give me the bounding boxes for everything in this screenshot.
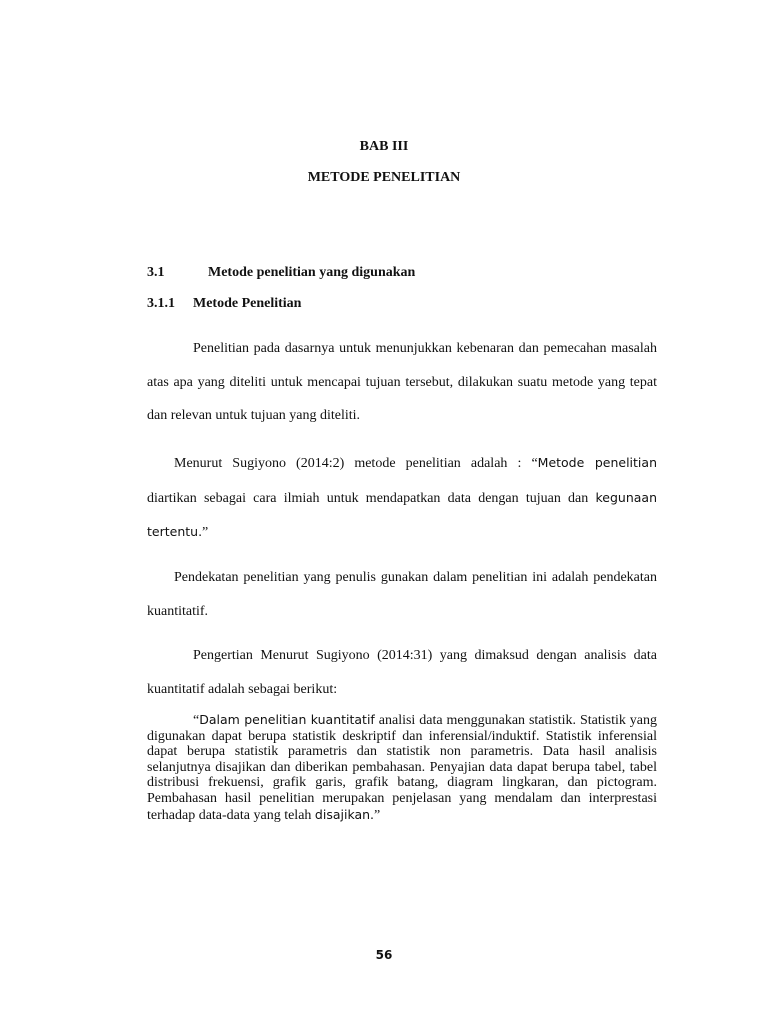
- block-quote-close: ”: [374, 807, 381, 823]
- paragraph-1: Penelitian pada dasarnya untuk menunjukkan kebenaran dan pemecahan masalah atas apa yang diteliti untuk mencapai tujuan tersebut, dilakukan suatu metode yang tepat dan relevan untuk tujuan yang diteliti.: [147, 341, 657, 423]
- paragraph-2-lead: Menurut Sugiyono (2014:2) metode penelitian adalah : “: [174, 456, 538, 471]
- chapter-title: METODE PENELITIAN: [307, 170, 461, 185]
- paragraph-3: Pendekatan penelitian yang penulis gunakan dalam penelitian ini adalah pendekatan kuantitatif.: [147, 570, 657, 619]
- subsection-number: 3.1.1: [147, 296, 175, 311]
- paragraph-4: Pengertian Menurut Sugiyono (2014:31) yang dimaksud dengan analisis data kuantitatif adalah sebagai berikut:: [147, 648, 657, 697]
- section-number: 3.1: [147, 265, 165, 280]
- block-quote-lead: Dalam penelitian kuantitatif: [199, 712, 375, 727]
- block-quote-open: “: [193, 713, 200, 728]
- section-title: Metode penelitian yang digunakan: [208, 265, 416, 280]
- paragraph-2-middle: diartikan sebagai cara ilmiah untuk mendapatkan data dengan tujuan dan: [147, 490, 596, 506]
- block-quote-body: analisi data menggunakan statistik. Statistik yang digunakan dapat berupa statistik deskriptif dan inferensial/induktif. Statistik inferensial dapat berupa statistik parametris dan statistik non parametris. Data hasil analisis selanjutnya disajikan dan diberikan pembahasan. Penyajian data dapat berupa tabel, tabel distribusi frekuensi, grafik garis, grafik batang, diagram lingkaran, dan pictogram. Pembahasan hasil penelitian merupakan penjelasan yang mendalam dan interprestasi terhadap data-data yang telah: [147, 713, 658, 823]
- page-number: 56: [375, 948, 393, 962]
- subsection-title: Metode Penelitian: [193, 296, 302, 311]
- block-quote-tail: disajikan.: [314, 806, 375, 822]
- subsection-heading: [147, 296, 301, 312]
- chapter-label: BAB III: [359, 139, 409, 154]
- section-heading: [147, 265, 415, 281]
- paragraph-2: [147, 446, 657, 550]
- quote-phrase-b: kegunaan tertentu.: [147, 489, 657, 539]
- quote-phrase-a: Metode penelitian: [537, 455, 657, 470]
- block-quote: [147, 712, 657, 823]
- paragraph-2-end: ”: [202, 525, 209, 540]
